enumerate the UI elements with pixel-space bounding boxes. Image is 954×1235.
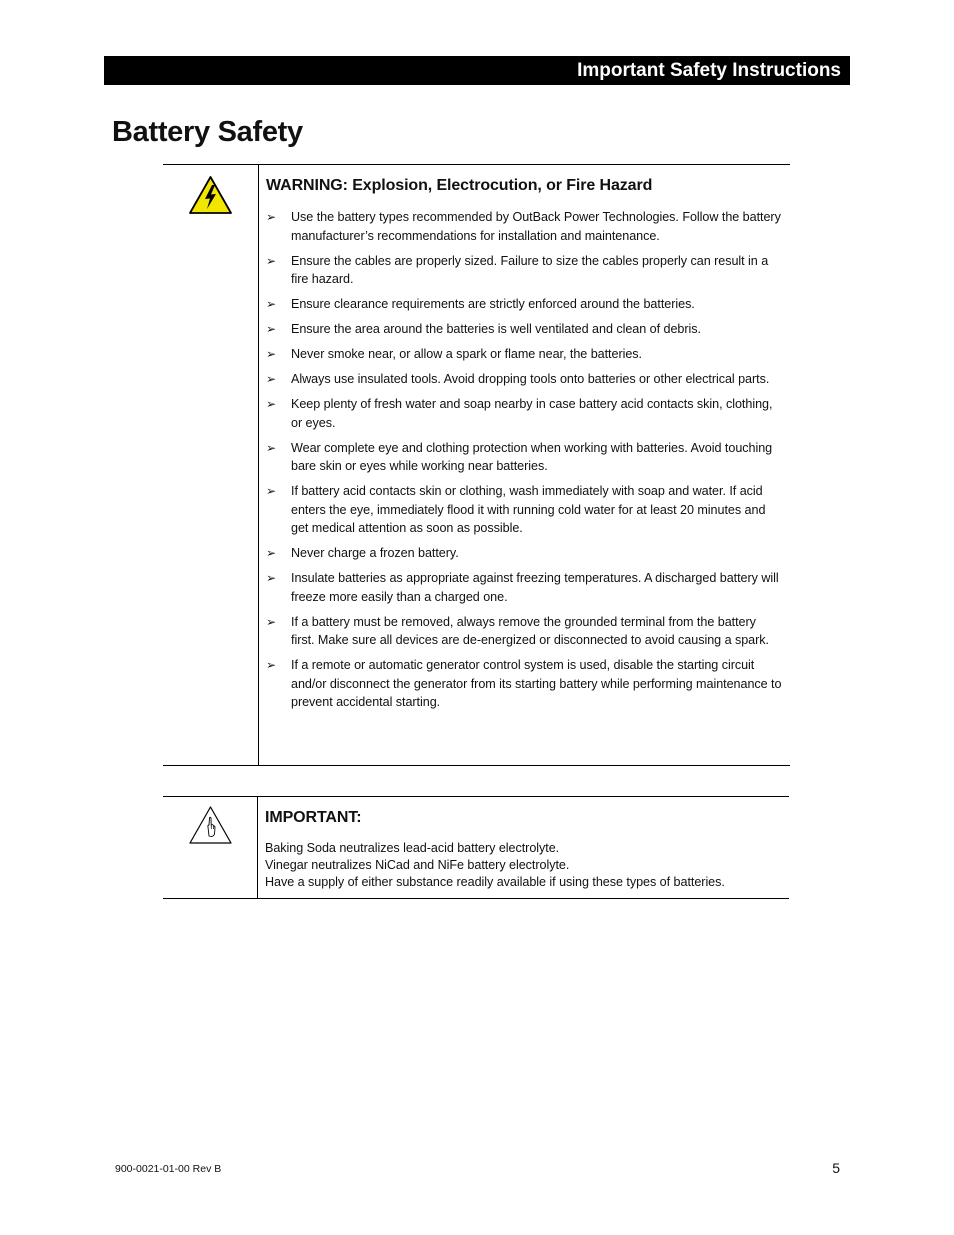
arrow-bullet-icon: ➢ [266, 484, 277, 498]
list-item: ➢ Ensure the area around the batteries is well ventilated and clean of debris. [266, 320, 782, 339]
important-heading: IMPORTANT: [265, 809, 362, 826]
list-item: ➢ Ensure clearance requirements are strictly enforced around the batteries. [266, 295, 782, 314]
list-item: ➢ Wear complete eye and clothing protection when working with batteries. Avoid touching bare skin or eyes while working near batteries. [266, 440, 773, 473]
list-item: ➢ Never charge a frozen battery. [266, 544, 782, 563]
list-item: ➢ Insulate batteries as appropriate against freezing temperatures. A discharged battery will freeze more easily than a charged one. [266, 571, 779, 604]
arrow-bullet-icon: ➢ [266, 253, 277, 268]
arrow-bullet-icon: ➢ [266, 347, 277, 361]
important-notes [265, 840, 785, 891]
arrow-bullet-icon: ➢ [266, 546, 277, 560]
section-title: Important Safety Instructions [577, 60, 841, 81]
arrow-bullet-icon: ➢ [266, 397, 277, 411]
warning-list [266, 208, 782, 718]
list-item: ➢ Always use insulated tools. Avoid dropping tools onto batteries or other electrical parts. [266, 370, 782, 389]
note-line: Baking Soda neutralizes lead-acid battery electrolyte. [265, 841, 560, 855]
list-item: ➢ If a battery must be removed, always remove the grounded terminal from the battery first. Make sure all devices are de-energized or disconnected to avoid causing a spark. [266, 614, 769, 647]
arrow-bullet-icon: ➢ [266, 372, 277, 386]
list-item: ➢ Never smoke near, or allow a spark or flame near, the batteries. [266, 345, 782, 364]
arrow-bullet-icon: ➢ [266, 210, 277, 224]
pointing-hand-icon [188, 805, 233, 845]
list-item: ➢ Ensure the cables are properly sized. Failure to size the cables properly can result in a fire hazard. [266, 253, 769, 286]
note-line: Have a supply of either substance readily available if using these types of batteries. [265, 875, 725, 889]
important-icon-column [163, 797, 258, 898]
electric-hazard-icon [188, 175, 233, 215]
list-item: ➢ If a remote or automatic generator control system is used, disable the starting circuit and/or disconnect the generator from its starting battery while performing maintenance to prevent accidental starting. [266, 658, 782, 709]
arrow-bullet-icon: ➢ [266, 571, 277, 585]
warning-panel [163, 164, 790, 766]
arrow-bullet-icon: ➢ [266, 614, 277, 629]
list-item: ➢ If battery acid contacts skin or clothing, wash immediately with soap and water. If acid enters the eye, immediately flood it with running cold water for at least 20 minutes and get medical attention as soon as possible. [266, 484, 766, 535]
arrow-bullet-icon: ➢ [266, 297, 277, 311]
section-header-bar [104, 56, 850, 85]
list-item: ➢ Use the battery types recommended by OutBack Power Technologies. Follow the battery manufacturer’s recommendations for installation and maintenance. [266, 210, 781, 243]
warning-icon-column [163, 165, 259, 765]
list-item: ➢ Keep plenty of fresh water and soap nearby in case battery acid contacts skin, clothing, or eyes. [266, 397, 773, 430]
footer-page-number: 5 [832, 1160, 840, 1176]
page-title: Battery Safety [112, 116, 303, 148]
note-line: Vinegar neutralizes NiCad and NiFe battery electrolyte. [265, 858, 570, 872]
warning-heading: WARNING: Explosion, Electrocution, or Fire Hazard [266, 177, 653, 194]
important-panel [163, 796, 789, 899]
arrow-bullet-icon: ➢ [266, 440, 277, 455]
arrow-bullet-icon: ➢ [266, 322, 277, 336]
arrow-bullet-icon: ➢ [266, 658, 277, 672]
footer-doc-number: 900-0021-01-00 Rev B [115, 1163, 222, 1175]
